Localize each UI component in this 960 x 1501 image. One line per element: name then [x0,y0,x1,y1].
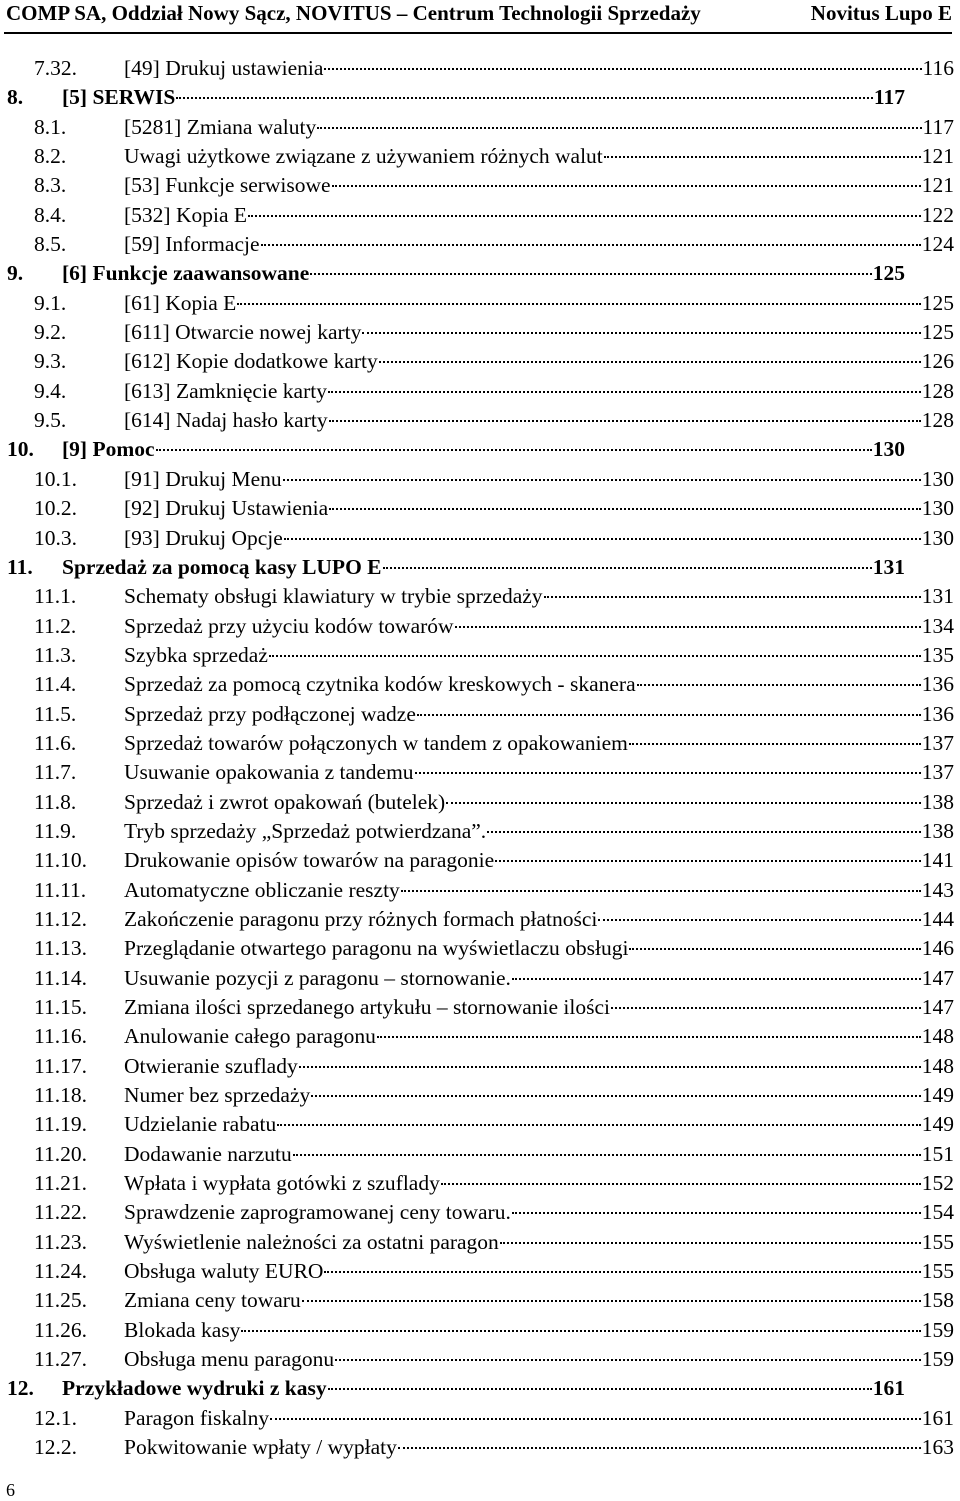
toc-section-entry[interactable] [0,1169,960,1198]
toc-dot-leader [248,215,921,217]
toc-entry-title: [9] Pomoc [62,437,155,462]
toc-entry-line [124,524,954,553]
toc-section-entry[interactable] [0,846,960,875]
toc-entry-title: Obsługa menu paragonu [124,1347,335,1372]
toc-dot-leader [487,831,921,833]
toc-section-entry[interactable] [0,582,960,611]
toc-entry-title: [5281] Zmiana waluty [124,114,317,139]
toc-entry-page: 121 [921,173,954,198]
toc-dot-leader [332,185,921,187]
toc-dot-leader [329,420,921,422]
toc-section-entry[interactable] [0,1228,960,1257]
toc-entry-line [124,1228,954,1257]
toc-entry-title: Obsługa waluty EURO [124,1259,324,1284]
toc-dot-leader [398,1447,921,1449]
toc-entry-line [124,905,954,934]
toc-section-entry[interactable] [0,905,960,934]
toc-entry-line [124,1257,954,1286]
toc-section-entry[interactable] [0,964,960,993]
toc-entry-number: 11.26. [34,1317,87,1342]
toc-entry-title: Przykładowe wydruki z kasy [62,1376,327,1401]
toc-chapter-entry[interactable] [0,83,960,112]
toc-entry-line [62,1374,905,1403]
toc-entry-line [124,1345,954,1374]
toc-entry-title: Drukowanie opisów towarów na paragonie [124,848,495,873]
toc-entry-line [124,465,954,494]
toc-entry-number: 11.27. [34,1347,87,1372]
toc-entry-page: 136 [921,701,954,726]
toc-section-entry[interactable] [0,700,960,729]
toc-entry-title: Zmiana ceny towaru [124,1288,301,1313]
toc-entry-line [62,435,905,464]
toc-entry-number: 8.2. [34,144,67,169]
toc-entry-number: 9. [7,261,24,286]
toc-section-entry[interactable] [0,1022,960,1051]
toc-dot-leader [544,596,921,598]
toc-entry-line [124,1169,954,1198]
toc-entry-title: [59] Informacje [124,232,260,257]
toc-entry-page: 155 [921,1229,954,1254]
toc-entry-page: 135 [921,642,954,667]
toc-entry-number: 8.5. [34,232,67,257]
toc-dot-leader [283,479,921,481]
toc-section-entry[interactable] [0,1110,960,1139]
toc-entry-line [124,201,954,230]
toc-section-entry[interactable] [0,993,960,1022]
toc-entry-line [124,1404,954,1433]
toc-section-entry[interactable] [0,347,960,376]
toc-entry-number: 10.2. [34,496,77,521]
toc-entry-page: 137 [921,760,954,785]
toc-dot-leader [415,772,921,774]
toc-entry-number: 11.18. [34,1083,87,1108]
toc-section-entry[interactable] [0,142,960,171]
toc-entry-number: 11.15. [34,995,87,1019]
toc-entry-number: 11.4. [34,672,77,697]
toc-entry-page: 159 [921,1317,954,1342]
toc-entry-title: Paragon fiskalny [124,1405,270,1430]
toc-entry-line [124,582,954,611]
header-product: Novitus Lupo E [810,1,952,25]
toc-entry-title: [611] Otwarcie nowej karty [124,320,362,345]
toc-entry-page: 148 [921,1053,954,1078]
toc-entry-number: 11.24. [34,1259,87,1284]
toc-entry-line [124,1198,954,1227]
toc-entry-number: 11. [7,554,33,579]
toc-dot-leader [156,449,872,451]
toc-section-entry[interactable] [0,289,960,318]
toc-chapter-entry[interactable] [0,435,960,464]
toc-entry-line [124,788,954,817]
toc-entry-page: 163 [921,1435,954,1460]
toc-entry-page: 128 [921,378,954,403]
toc-dot-leader [512,978,921,980]
toc-entry-line [124,1140,954,1169]
toc-entry-number: 11.25. [34,1288,87,1313]
toc-section-entry[interactable] [0,1257,960,1286]
toc-section-entry[interactable] [0,54,960,83]
toc-entry-number: 11.5. [34,701,77,726]
toc-entry-number: 11.9. [34,818,77,843]
toc-entry-line [124,113,954,142]
toc-dot-leader [500,1242,921,1244]
toc-dot-leader [629,743,921,745]
toc-entry-number: 10. [7,437,34,462]
toc-entry-number: 11.12. [34,906,87,931]
toc-entry-page: 161 [921,1405,954,1430]
toc-entry-page: 116 [922,56,954,80]
toc-dot-leader [377,1036,921,1038]
running-header [6,0,952,32]
toc-entry-page: 117 [873,85,905,110]
toc-chapter-entry[interactable] [0,259,960,288]
toc-entry-number: 8.1. [34,114,67,139]
toc-entry-title: Uwagi użytkowe związane z używaniem różnych walut [124,144,603,169]
toc-entry-title: Blokada kasy [124,1317,241,1342]
toc-section-entry[interactable] [0,113,960,142]
toc-entry-title: Sprzedaż towarów połączonych w tandem z opakowaniem [124,730,628,755]
toc-entry-page: 131 [921,584,954,609]
toc-entry-number: 11.10. [34,848,87,873]
toc-dot-leader [310,273,872,275]
toc-entry-number: 11.16. [34,1024,87,1049]
toc-section-entry[interactable] [0,612,960,641]
toc-entry-page: 152 [921,1171,954,1196]
toc-dot-leader [455,626,921,628]
toc-entry-title: [91] Drukuj Menu [124,466,282,491]
toc-entry-page: 136 [921,672,954,697]
toc-dot-leader [317,127,921,129]
toc-entry-line [62,553,905,582]
toc-entry-page: 147 [921,995,954,1019]
toc-chapter-entry[interactable] [0,1374,960,1403]
toc-entry-title: Tryb sprzedaży „Sprzedaż potwierdzana”. [124,818,487,843]
toc-dot-leader [329,508,921,510]
toc-entry-number: 10.1. [34,466,77,491]
toc-entry-title: Pokwitowanie wpłaty / wypłaty [124,1435,397,1460]
toc-dot-leader [328,1388,872,1390]
toc-entry-title: [61] Kopia E [124,290,237,315]
toc-entry-title: Wpłata i wypłata gotówki z szuflady [124,1171,440,1196]
toc-dot-leader [277,1124,921,1126]
toc-section-entry[interactable] [0,1433,960,1462]
toc-entry-number: 11.7. [34,760,77,785]
toc-dot-leader [598,919,920,921]
toc-entry-page: 128 [921,408,954,433]
toc-section-entry[interactable] [0,230,960,259]
toc-dot-leader [176,97,873,99]
toc-entry-number: 12.1. [34,1405,77,1430]
toc-dot-leader [237,303,921,305]
toc-entry-page: 117 [922,114,954,139]
toc-entry-line [124,406,954,435]
toc-dot-leader [441,1183,921,1185]
toc-dot-leader [261,244,921,246]
toc-entry-page: 125 [921,320,954,345]
toc-entry-number: 7.32. [34,56,77,80]
toc-entry-number: 9.1. [34,290,67,315]
toc-section-entry[interactable] [0,201,960,230]
toc-dot-leader [604,156,921,158]
toc-entry-number: 10.3. [34,525,77,550]
toc-section-entry[interactable] [0,318,960,347]
toc-entry-page: 138 [921,818,954,843]
toc-entry-line [124,700,954,729]
toc-entry-line [124,1433,954,1462]
toc-entry-page: 154 [921,1200,954,1225]
toc-entry-page: 138 [921,789,954,814]
toc-entry-page: 130 [921,525,954,550]
toc-entry-line [124,876,954,905]
toc-entry-number: 11.23. [34,1229,87,1254]
toc-entry-page: 131 [872,554,905,579]
toc-entry-title: Anulowanie całego paragonu [124,1024,376,1049]
toc-entry-page: 126 [921,349,954,374]
toc-section-entry[interactable] [0,934,960,963]
toc-entry-number: 9.5. [34,408,67,433]
toc-entry-title: Sprzedaż za pomocą kasy LUPO E [62,554,382,579]
toc-entry-number: 9.3. [34,349,67,374]
toc-entry-number: 12. [7,1376,34,1401]
toc-dot-leader [241,1330,920,1332]
toc-entry-page: 161 [872,1376,905,1401]
toc-dot-leader [446,802,921,804]
toc-dot-leader [299,1066,921,1068]
toc-entry-number: 11.21. [34,1171,87,1196]
toc-entry-page: 121 [921,144,954,169]
toc-entry-title: [532] Kopia E [124,202,247,227]
toc-entry-page: 124 [921,232,954,257]
toc-dot-leader [495,860,921,862]
toc-entry-page: 151 [921,1141,954,1166]
toc-entry-title: [614] Nadaj hasło karty [124,408,328,433]
toc-entry-line [124,347,954,376]
toc-entry-line [124,993,954,1022]
toc-entry-page: 149 [921,1112,954,1137]
toc-entry-number: 11.11. [34,877,87,902]
toc-entry-title: Zmiana ilości sprzedanego artykułu – stornowanie ilości [124,995,611,1019]
toc-section-entry[interactable] [0,1404,960,1433]
toc-entry-title: Sprawdzenie zaprogramowanej ceny towaru. [124,1200,511,1225]
toc-entry-title: Schematy obsługi klawiatury w trybie sprzedaży [124,584,543,609]
toc-section-entry[interactable] [0,670,960,699]
toc-entry-title: Sprzedaż za pomocą czytnika kodów kreskowych - skanera [124,672,636,697]
toc-section-entry[interactable] [0,1316,960,1345]
toc-entry-title: [6] Funkcje zaawansowane [62,261,310,286]
toc-entry-page: 130 [872,437,905,462]
toc-entry-page: 148 [921,1024,954,1049]
toc-dot-leader [335,1359,921,1361]
toc-entry-number: 11.19. [34,1112,87,1137]
toc-entry-page: 125 [872,261,905,286]
toc-section-entry[interactable] [0,1198,960,1227]
toc-entry-page: 141 [921,848,954,873]
toc-entry-title: [93] Drukuj Opcje [124,525,283,550]
toc-entry-number: 11.13. [34,936,87,961]
toc-dot-leader [362,332,920,334]
toc-entry-title: Wyświetlenie należności za ostatni paragon [124,1229,499,1254]
toc-dot-leader [324,1271,920,1273]
toc-entry-number: 8.4. [34,202,67,227]
toc-entry-page: 122 [921,202,954,227]
toc-chapter-entry[interactable] [0,553,960,582]
toc-dot-leader [637,684,921,686]
toc-entry-line [124,1110,954,1139]
toc-entry-line [124,964,954,993]
toc-dot-leader [328,391,921,393]
toc-entry-page: 134 [921,613,954,638]
toc-entry-page: 143 [921,877,954,902]
toc-entry-line [124,142,954,171]
toc-dot-leader [401,890,921,892]
toc-section-entry[interactable] [0,641,960,670]
toc-section-entry[interactable] [0,729,960,758]
toc-entry-title: [49] Drukuj ustawienia [124,56,324,80]
toc-section-entry[interactable] [0,406,960,435]
toc-entry-line [124,1052,954,1081]
toc-entry-line [124,1286,954,1315]
toc-entry-title: [92] Drukuj Ustawienia [124,496,329,521]
toc-section-entry[interactable] [0,758,960,787]
toc-entry-title: Przeglądanie otwartego paragonu na wyświetlaczu obsługi [124,936,629,961]
toc-entry-line [124,729,954,758]
toc-section-entry[interactable] [0,171,960,200]
toc-entry-title: [53] Funkcje serwisowe [124,173,331,198]
toc-entry-page: 130 [921,496,954,521]
toc-entry-number: 9.4. [34,378,67,403]
toc-section-entry[interactable] [0,1140,960,1169]
toc-section-entry[interactable] [0,1286,960,1315]
toc-entry-page: 146 [921,936,954,961]
toc-entry-title: Otwieranie szuflady [124,1053,298,1078]
toc-entry-title: Zakończenie paragonu przy różnych formach płatności [124,906,598,931]
toc-section-entry[interactable] [0,876,960,905]
toc-entry-line [124,934,954,963]
toc-entry-line [62,259,905,288]
toc-dot-leader [324,68,921,70]
toc-entry-line [62,83,905,112]
toc-dot-leader [611,1007,921,1009]
header-rule [4,32,952,34]
toc-section-entry[interactable] [0,817,960,846]
toc-entry-title: Sprzedaż przy podłączonej wadze [124,701,416,726]
toc-entry-number: 11.1. [34,584,77,609]
toc-dot-leader [302,1300,921,1302]
toc-entry-line [124,289,954,318]
toc-entry-line [124,377,954,406]
table-of-contents [0,54,960,1463]
toc-entry-page: 147 [921,965,954,990]
toc-section-entry[interactable] [0,494,960,523]
toc-dot-leader [512,1212,921,1214]
toc-entry-number: 9.2. [34,320,67,345]
toc-entry-page: 144 [921,906,954,931]
toc-entry-title: Sprzedaż przy użyciu kodów towarów [124,613,454,638]
toc-dot-leader [284,538,921,540]
toc-section-entry[interactable] [0,1081,960,1110]
toc-entry-title: Numer bez sprzedaży [124,1083,311,1108]
toc-section-entry[interactable] [0,377,960,406]
toc-entry-line [124,494,954,523]
toc-entry-number: 12.2. [34,1435,77,1460]
toc-entry-title: [612] Kopie dodatkowe karty [124,349,378,374]
toc-entry-page: 149 [921,1083,954,1108]
toc-entry-line [124,641,954,670]
toc-entry-number: 8.3. [34,173,67,198]
toc-section-entry[interactable] [0,465,960,494]
toc-entry-line [124,846,954,875]
page-number: 6 [6,1480,15,1500]
toc-entry-number: 8. [7,85,24,110]
toc-entry-page: 159 [921,1347,954,1372]
toc-entry-title: [613] Zamknięcie karty [124,378,327,403]
toc-entry-number: 11.14. [34,965,87,990]
toc-entry-line [124,670,954,699]
toc-entry-page: 155 [921,1259,954,1284]
toc-entry-number: 11.2. [34,613,77,638]
toc-entry-title: Dodawanie narzutu [124,1141,292,1166]
header-publisher: COMP SA, Oddział Nowy Sącz, NOVITUS – Centrum Technologii Sprzedaży [6,1,701,25]
toc-entry-title: Usuwanie opakowania z tandemu [124,760,414,785]
toc-section-entry[interactable] [0,788,960,817]
toc-entry-number: 11.22. [34,1200,87,1225]
toc-entry-line [124,758,954,787]
toc-entry-page: 130 [921,466,954,491]
toc-entry-title: Sprzedaż i zwrot opakowań (butelek) [124,789,446,814]
toc-entry-page: 158 [921,1288,954,1313]
toc-dot-leader [293,1154,921,1156]
toc-section-entry[interactable] [0,1345,960,1374]
toc-entry-title: Udzielanie rabatu [124,1112,277,1137]
toc-entry-line [124,318,954,347]
toc-entry-number: 11.3. [34,642,77,667]
toc-dot-leader [379,361,921,363]
toc-dot-leader [383,567,872,569]
toc-entry-number: 11.17. [34,1053,87,1078]
toc-entry-line [124,1022,954,1051]
toc-entry-line [124,171,954,200]
toc-entry-title: Automatyczne obliczanie reszty [124,877,400,902]
toc-entry-title: [5] SERWIS [62,85,176,110]
toc-entry-page: 137 [921,730,954,755]
toc-dot-leader [270,1418,921,1420]
toc-entry-title: Usuwanie pozycji z paragonu – stornowanie. [124,965,511,990]
toc-entry-line [124,1316,954,1345]
toc-entry-line [124,817,954,846]
toc-dot-leader [629,948,920,950]
toc-dot-leader [269,655,921,657]
toc-dot-leader [417,714,921,716]
toc-entry-line [124,54,954,83]
toc-entry-line [124,1081,954,1110]
toc-entry-number: 11.20. [34,1141,87,1166]
toc-entry-number: 11.8. [34,789,77,814]
toc-entry-number: 11.6. [34,730,77,755]
toc-entry-line [124,612,954,641]
toc-entry-title: Szybka sprzedaż [124,642,268,667]
toc-section-entry[interactable] [0,524,960,553]
toc-dot-leader [311,1095,921,1097]
toc-entry-page: 125 [921,290,954,315]
toc-entry-line [124,230,954,259]
toc-section-entry[interactable] [0,1052,960,1081]
